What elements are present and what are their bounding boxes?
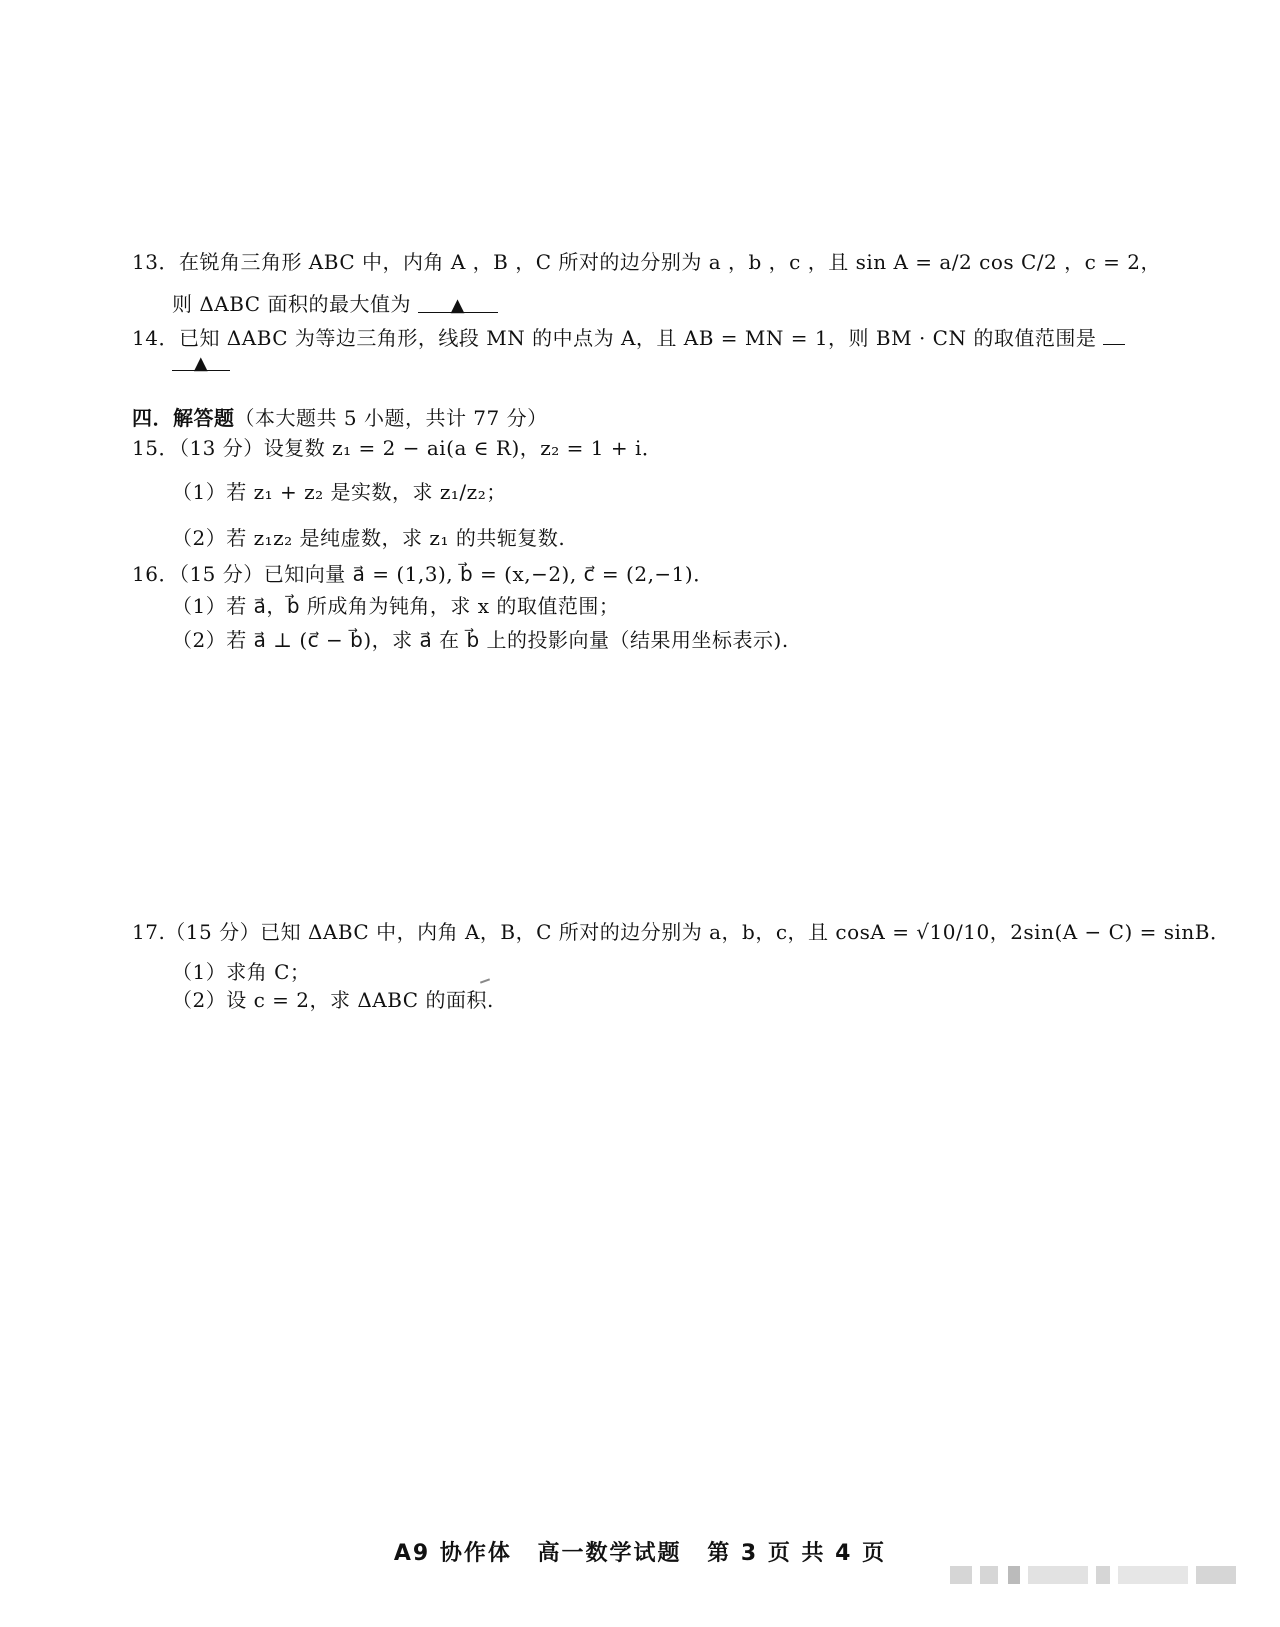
q13-line1 [132,248,1161,276]
section4-title-text: 四．解答题 [132,406,235,430]
q17-part2 [172,986,494,1014]
q17-part1 [172,958,310,986]
q16-part1-text: （1）若 a⃗，b⃗ 所成角为钝角，求 x 的取值范围； [172,594,620,618]
q15-part2 [172,524,565,552]
section4-title [132,404,548,432]
q15-stem-text: 15．（13 分）设复数 z₁ = 2 − ai(a ∈ R)，z₂ = 1 + i． [132,436,663,460]
q17-part2-text: （2）设 c = 2，求 ΔABC 的面积. [172,988,494,1012]
section4-note: （本大题共 5 小题，共计 77 分） [234,406,548,430]
q14-answer-blank [172,348,230,374]
q16-stem [132,560,714,588]
q13-line1-text: 13．在锐角三角形 ABC 中，内角 A ，B ，C 所对的边分别为 a ，b ，c ，且 sin A = a/2 cos C/2 ，c = 2， [132,250,1162,274]
q13-answer-mark: ▲ [450,295,466,316]
q16-part1 [172,592,619,620]
q17-stem [132,918,1231,946]
q15-part1-text: （1）若 z₁ + z₂ 是实数，求 z₁/z₂； [172,480,507,504]
q14-answer-mark: ▲ [193,353,209,374]
q15-part1 [172,478,507,506]
q13-line2-text: 则 ΔABC 面积的最大值为 [172,292,411,316]
footer-subject: 高一数学试题 [537,1541,682,1566]
footer-page: 第 3 页 共 4 页 [707,1541,887,1566]
q17-stem-text: 17.（15 分）已知 ΔABC 中，内角 A，B，C 所对的边分别为 a，b，c，且 cosA = √10/10，2sin(A − C) = sinB． [132,920,1231,944]
q14-line2 [172,348,230,376]
q15-stem [132,434,662,462]
q16-part2 [172,626,789,654]
q17-part1-text: （1）求角 C； [172,960,311,984]
footer-org: A9 协作体 [393,1541,512,1566]
scan-artifact [950,1562,1250,1588]
scan-mark [480,978,490,983]
q14-line1 [132,322,1125,352]
q16-stem-text: 16．（15 分）已知向量 a⃗ = (1,3), b⃗ = (x,−2), c⃗ = (2,−1)． [132,562,714,586]
q16-part2-text: （2）若 a⃗ ⊥ (c⃗ − b⃗)，求 a⃗ 在 b⃗ 上的投影向量（结果用坐标表示). [172,628,789,652]
q15-part2-text: （2）若 z₁z₂ 是纯虚数，求 z₁ 的共轭复数. [172,526,566,550]
q13-answer-blank [418,290,498,316]
q14-line1-text: 14．已知 ΔABC 为等边三角形，线段 MN 的中点为 A，且 AB = MN = 1，则 BM · CN 的取值范围是 [132,326,1097,350]
q13-line2 [172,290,498,318]
q14-answer-blank-start [1103,322,1125,345]
